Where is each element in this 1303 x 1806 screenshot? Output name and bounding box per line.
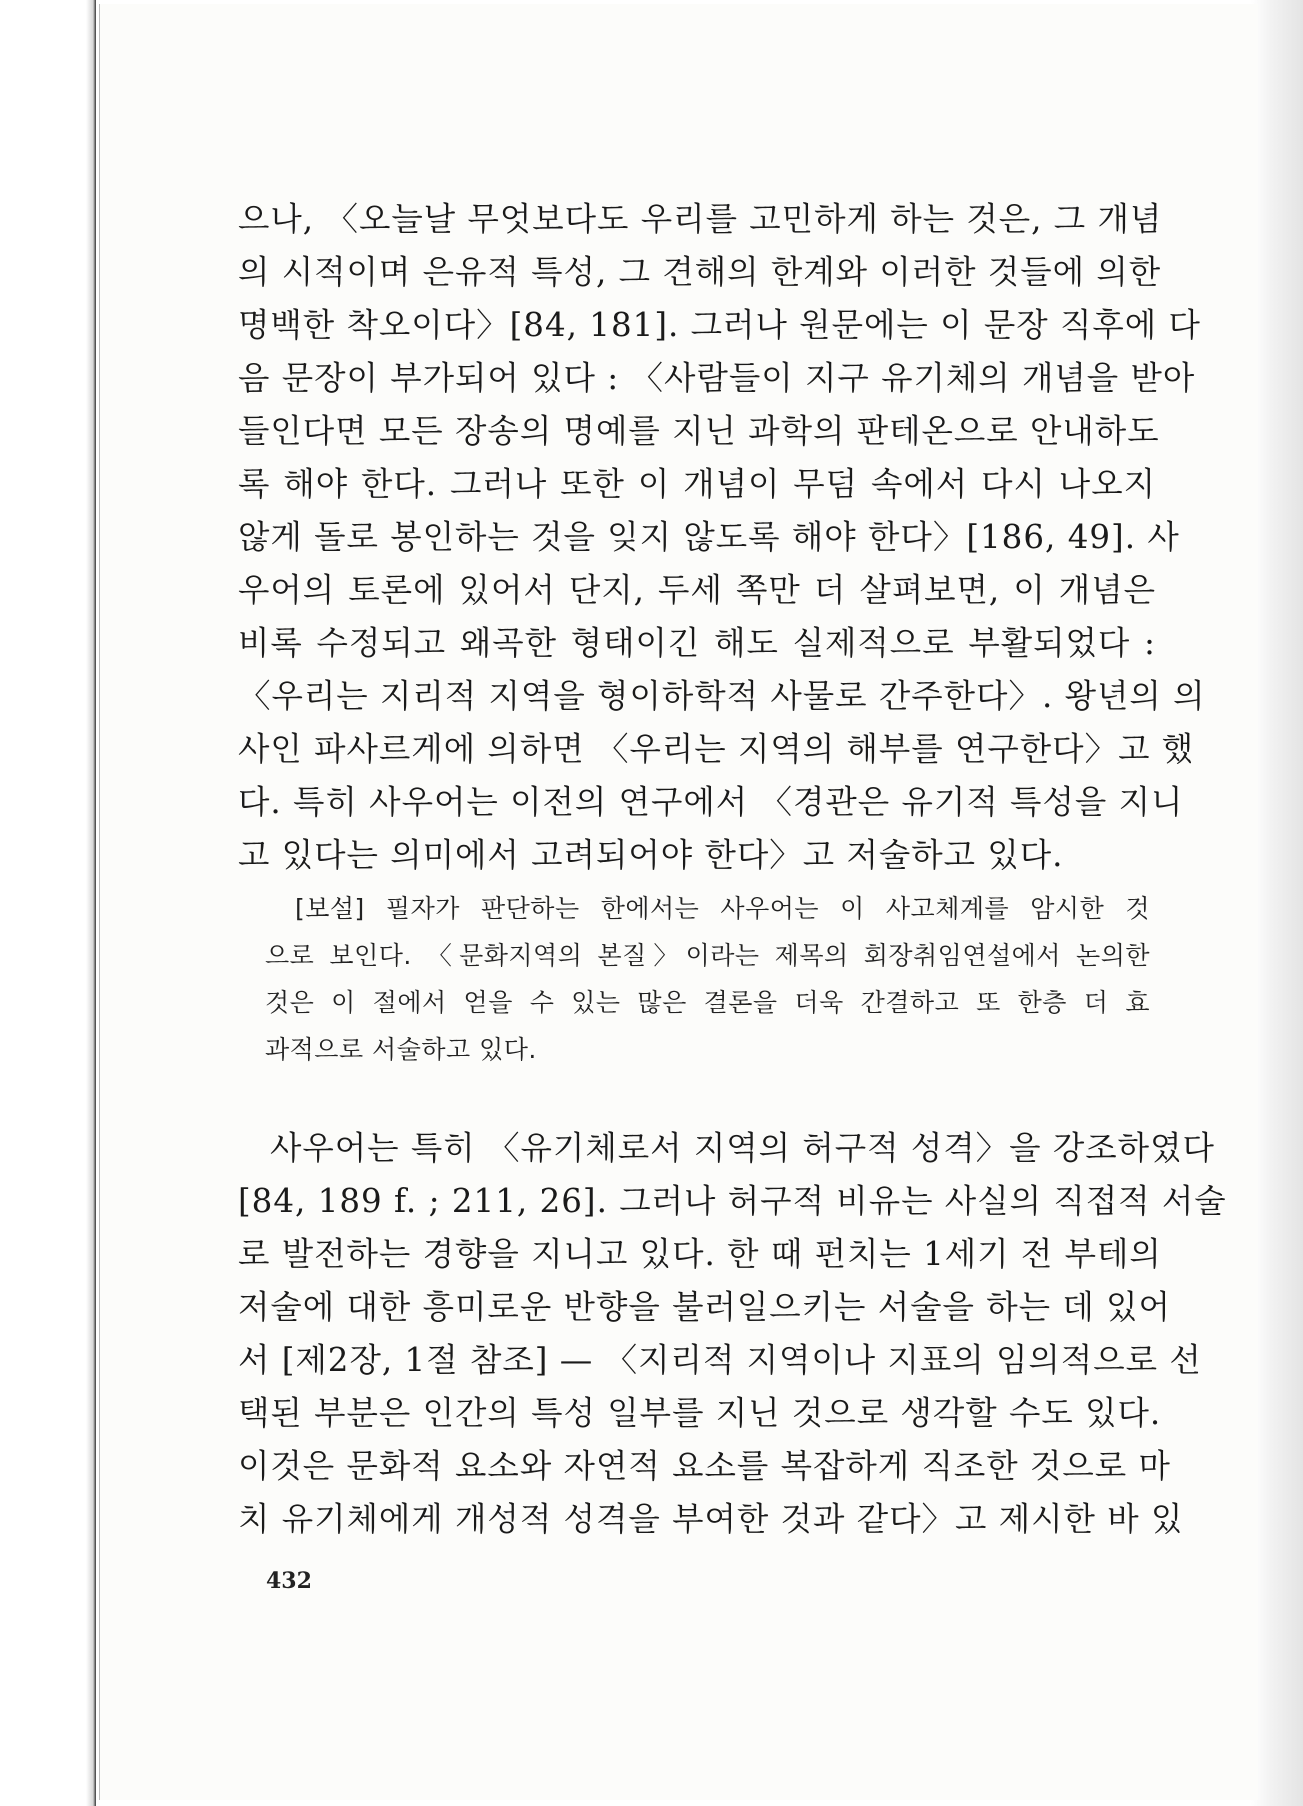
text-line: 들인다면 모든 장송의 명예를 지닌 과학의 판테온으로 안내하도 <box>238 412 1160 450</box>
note-line: 과적으로 서술하고 있다. <box>265 1035 537 1064</box>
text-line: 으나, 〈오늘날 무엇보다도 우리를 고민하게 하는 것은, 그 개념 <box>238 200 1163 238</box>
text-line: 사인 파사르게에 의하면 〈우리는 지역의 해부를 연구한다〉고 했 <box>238 730 1195 768</box>
text-line: 우어의 토론에 있어서 단지, 두세 쪽만 더 살펴보면, 이 개념은 <box>238 571 1156 609</box>
text-line: 택된 부분은 인간의 특성 일부를 지닌 것으로 생각할 수도 있다. <box>238 1394 1162 1432</box>
note-line: 으로 보인다. 〈문화지역의 본질〉이라는 제목의 회장취임연설에서 논의한 <box>265 941 1150 970</box>
text-line: 록 해야 한다. 그러나 또한 이 개념이 무덤 속에서 다시 나오지 <box>238 465 1156 503</box>
text-line: 치 유기체에게 개성적 성격을 부여한 것과 같다〉고 제시한 바 있 <box>238 1500 1184 1538</box>
note-line: [보설] 필자가 판단하는 한에서는 사우어는 이 사고체계를 암시한 것 <box>295 894 1150 923</box>
text-line: 명백한 착오이다〉[84, 181]. 그러나 원문에는 이 문장 직후에 다 <box>238 306 1201 344</box>
right-margin-shadow <box>1251 0 1303 1806</box>
left-margin-shadow <box>0 0 96 1806</box>
text-line: 고 있다는 의미에서 고려되어야 한다〉고 저술하고 있다. <box>238 836 1064 874</box>
text-line: 의 시적이며 은유적 특성, 그 견해의 한계와 이러한 것들에 의한 <box>238 253 1162 291</box>
text-line: 다. 특히 사우어는 이전의 연구에서 〈경관은 유기적 특성을 지니 <box>238 783 1184 821</box>
text-line: 사우어는 특히 〈유기체로서 지역의 허구적 성격〉을 강조하였다 <box>270 1129 1215 1167</box>
body-paragraph-2 <box>238 1122 1227 1546</box>
text-line: [84, 189 f. ; 211, 26]. 그러나 허구적 비유는 사실의 직접적 서술 <box>238 1182 1227 1220</box>
text-line: 저술에 대한 흥미로운 반향을 불러일으키는 서술을 하는 데 있어 <box>238 1288 1171 1326</box>
text-line: 비록 수정되고 왜곡한 형태이긴 해도 실제적으로 부활되었다 : <box>238 624 1156 662</box>
supplementary-note <box>265 885 1150 1073</box>
text-line: 로 발전하는 경향을 지니고 있다. 한 때 펀치는 1세기 전 부테의 <box>238 1235 1162 1273</box>
text-line: 서 [제2장, 1절 참조] — 〈지리적 지역이나 지표의 임의적으로 선 <box>238 1341 1202 1379</box>
text-line: 않게 돌로 봉인하는 것을 잊지 않도록 해야 한다〉[186, 49]. 사 <box>238 518 1180 556</box>
text-line: 이것은 문화적 요소와 자연적 요소를 복잡하게 직조한 것으로 마 <box>238 1447 1171 1485</box>
text-line: 음 문장이 부가되어 있다 : 〈사람들이 지구 유기체의 개념을 받아 <box>238 359 1196 397</box>
text-line: 〈우리는 지리적 지역을 형이하학적 사물로 간주한다〉. 왕년의 의 <box>238 677 1206 715</box>
note-line: 것은 이 절에서 얻을 수 있는 많은 결론을 더욱 간결하고 또 한층 더 효 <box>265 988 1150 1017</box>
page-number: 432 <box>266 1568 312 1594</box>
body-paragraph-1 <box>238 193 1206 882</box>
